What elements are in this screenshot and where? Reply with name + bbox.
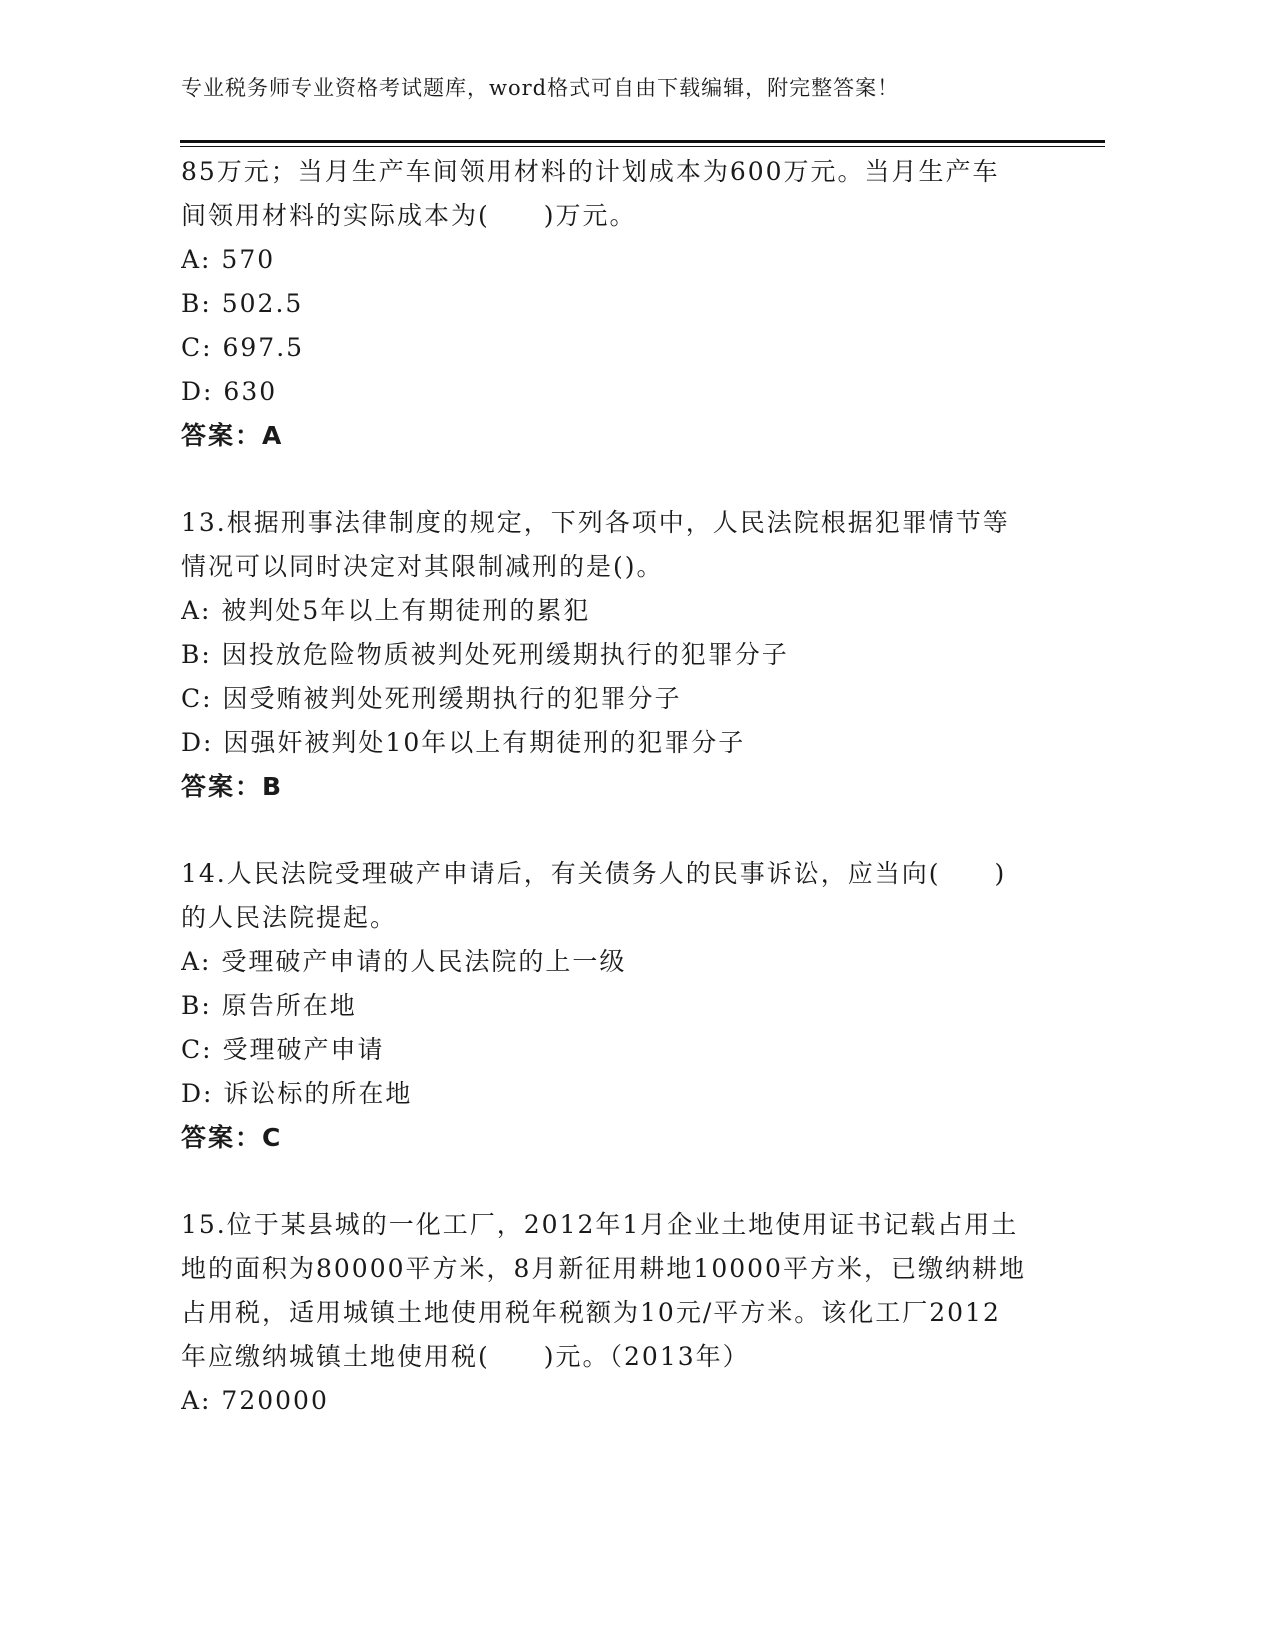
option-b: B: 因投放危险物质被判处死刑缓期执行的犯罪分子 bbox=[181, 640, 789, 669]
option-a: A: 被判处5年以上有期徒刑的累犯 bbox=[181, 596, 591, 625]
question-text-line: 情况可以同时决定对其限制减刑的是()。 bbox=[181, 552, 664, 581]
question-text-line: 年应缴纳城镇土地使用税( )元。（2013年） bbox=[181, 1342, 750, 1371]
question-block bbox=[181, 1203, 1061, 1423]
option-a: A: 570 bbox=[181, 245, 276, 274]
option-a: A: 720000 bbox=[181, 1386, 329, 1415]
answer-line: 答案：B bbox=[181, 772, 284, 801]
header-rule-thin bbox=[180, 146, 1105, 147]
question-text-line: 14.人民法院受理破产申请后，有关债务人的民事诉讼，应当向( ) bbox=[181, 859, 1007, 888]
question-text-line: 的人民法院提起。 bbox=[181, 903, 398, 932]
option-d: D: 诉讼标的所在地 bbox=[181, 1079, 413, 1108]
option-c: C: 因受贿被判处死刑缓期执行的犯罪分子 bbox=[181, 684, 682, 713]
option-b: B: 502.5 bbox=[181, 289, 304, 318]
question-block bbox=[181, 852, 1061, 1160]
option-c: C: 697.5 bbox=[181, 333, 305, 362]
question-text-line: 地的面积为80000平方米，8月新征用耕地10000平方米，已缴纳耕地 bbox=[181, 1254, 1026, 1283]
option-c: C: 受理破产申请 bbox=[181, 1035, 385, 1064]
answer-line: 答案：A bbox=[181, 421, 284, 450]
question-text-line: 15.位于某县城的一化工厂，2012年1月企业土地使用证书记载占用土 bbox=[181, 1210, 1019, 1239]
answer-line: 答案：C bbox=[181, 1123, 283, 1152]
option-d: D: 630 bbox=[181, 377, 278, 406]
question-text-line: 间领用材料的实际成本为( )万元。 bbox=[181, 201, 637, 230]
question-block bbox=[181, 150, 1061, 458]
question-text-line: 占用税，适用城镇土地使用税年税额为10元/平方米。该化工厂2012 bbox=[181, 1298, 1001, 1327]
header-rule-thick bbox=[180, 140, 1105, 143]
question-text-line: 13.根据刑事法律制度的规定，下列各项中，人民法院根据犯罪情节等 bbox=[181, 508, 1010, 537]
option-d: D: 因强奸被判处10年以上有期徒刑的犯罪分子 bbox=[181, 728, 746, 757]
question-block bbox=[181, 501, 1061, 809]
question-list bbox=[181, 150, 1061, 1423]
page-header: 专业税务师专业资格考试题库，word格式可自由下载编辑，附完整答案！ bbox=[181, 76, 900, 100]
option-b: B: 原告所在地 bbox=[181, 991, 357, 1020]
question-text-line: 85万元；当月生产车间领用材料的计划成本为600万元。当月生产车 bbox=[181, 157, 1000, 186]
option-a: A: 受理破产申请的人民法院的上一级 bbox=[181, 947, 627, 976]
